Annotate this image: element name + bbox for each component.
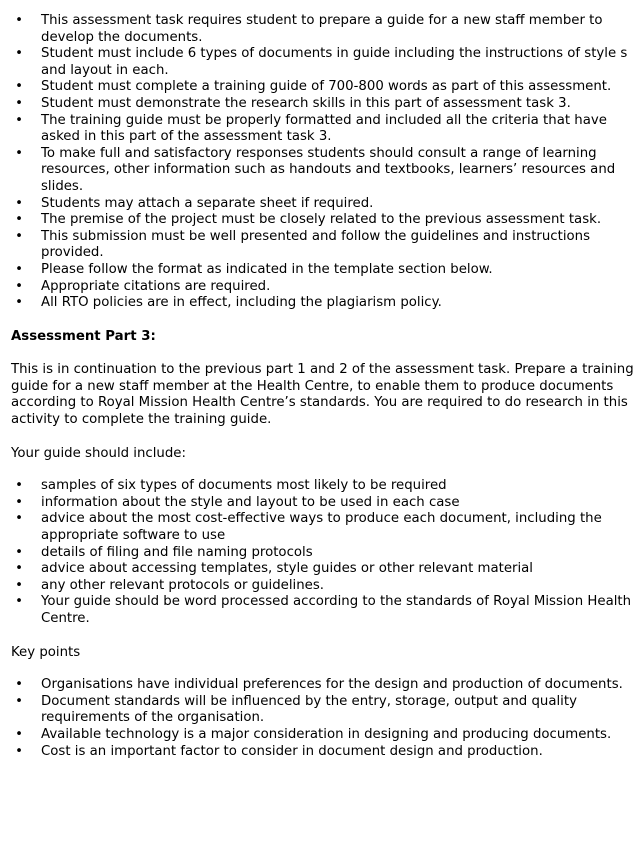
list-item: • All RTO policies are in effect, including the plagiarism policy. (15, 295, 442, 311)
list-item: • Your guide should be word processed according to the standards of Royal Mission Health Centre. (15, 594, 632, 626)
list-item: • This assessment task requires student to prepare a guide for a new staff member to develop the documents. (15, 13, 603, 45)
key-points-list (0, 677, 641, 760)
bullet-icon: • (15, 478, 23, 494)
bullet-icon: • (15, 577, 23, 593)
list-item: • This submission must be well presented and follow the guidelines and instructions provided. (15, 228, 591, 261)
list-item: • Cost is an important factor to consider in document design and production. (15, 743, 543, 759)
list-item: • Appropriate citations are required. (15, 278, 271, 294)
section-heading: Assessment Part 3: (11, 328, 156, 344)
bullet-icon: • (15, 195, 23, 211)
list-item: • samples of six types of documents most likely to be required (15, 478, 447, 494)
list-item: • information about the style and layout to be used in each case (15, 494, 460, 510)
list-item: • advice about the most cost-effective ways to produce each document, including the appropriate software to use (15, 511, 602, 544)
bullet-icon: • (15, 79, 23, 95)
bullet-icon: • (15, 511, 23, 527)
guide-label: Your guide should include: (11, 445, 186, 461)
bullet-icon: • (15, 278, 23, 294)
bullet-icon: • (15, 677, 23, 693)
list-item: • Student must include 6 types of documents in guide including the instructions of style s and layout in each. (15, 46, 628, 78)
list-item: • To make full and satisfactory responses students should consult a range of learning resources, other information such as handouts and textbooks, learners’ resources and slides. (15, 145, 616, 194)
list-item: • Organisations have individual preferences for the design and production of documents. (15, 677, 623, 693)
bullet-icon: • (15, 261, 23, 277)
bullet-icon: • (15, 13, 23, 28)
list-item: • Student must complete a training guide of 700-800 words as part of this assessment. (15, 79, 612, 95)
list-item: • Document standards will be influenced by the entry, storage, output and quality requirements of the organisation. (15, 693, 577, 726)
list-item: • any other relevant protocols or guidelines. (15, 577, 324, 593)
list-item: • The premise of the project must be closely related to the previous assessment task. (15, 212, 602, 228)
list-item: • details of filing and file naming protocols (15, 544, 313, 560)
bullet-icon: • (15, 743, 23, 759)
requirements-list (0, 13, 641, 312)
bullet-icon: • (15, 693, 23, 709)
bullet-icon: • (15, 594, 23, 610)
intro-paragraph: This is in continuation to the previous part 1 and 2 of the assessment task. Prepare a training guide for a new staff member at the Health Centre, to enable them to produce documents according to Royal Mission Health Centre’s standards. You are required to do research in this activity to complete the training guide. (11, 362, 634, 428)
bullet-icon: • (15, 726, 23, 742)
list-item: • Available technology is a major consideration in designing and producing documents. (15, 726, 612, 742)
list-item: • Please follow the format as indicated in the template section below. (15, 261, 493, 277)
bullet-icon: • (15, 295, 23, 311)
list-item: • Student must demonstrate the research skills in this part of assessment task 3. (15, 95, 571, 111)
bullet-icon: • (15, 212, 23, 228)
bullet-icon: • (15, 228, 23, 244)
bullet-icon: • (15, 544, 23, 560)
list-item: • advice about accessing templates, style guides or other relevant material (15, 561, 534, 577)
bullet-icon: • (15, 145, 23, 161)
bullet-icon: • (15, 494, 23, 510)
list-item: • Students may attach a separate sheet if required. (15, 195, 374, 211)
guide-items-list (0, 478, 641, 627)
bullet-icon: • (15, 112, 23, 128)
bullet-icon: • (15, 95, 23, 111)
document-page (0, 13, 641, 760)
list-item: • The training guide must be properly formatted and included all the criteria that have asked in this part of the assessment task 3. (15, 112, 607, 145)
bullet-icon: • (15, 561, 23, 577)
bullet-icon: • (15, 46, 23, 62)
key-points-label: Key points (11, 644, 81, 660)
